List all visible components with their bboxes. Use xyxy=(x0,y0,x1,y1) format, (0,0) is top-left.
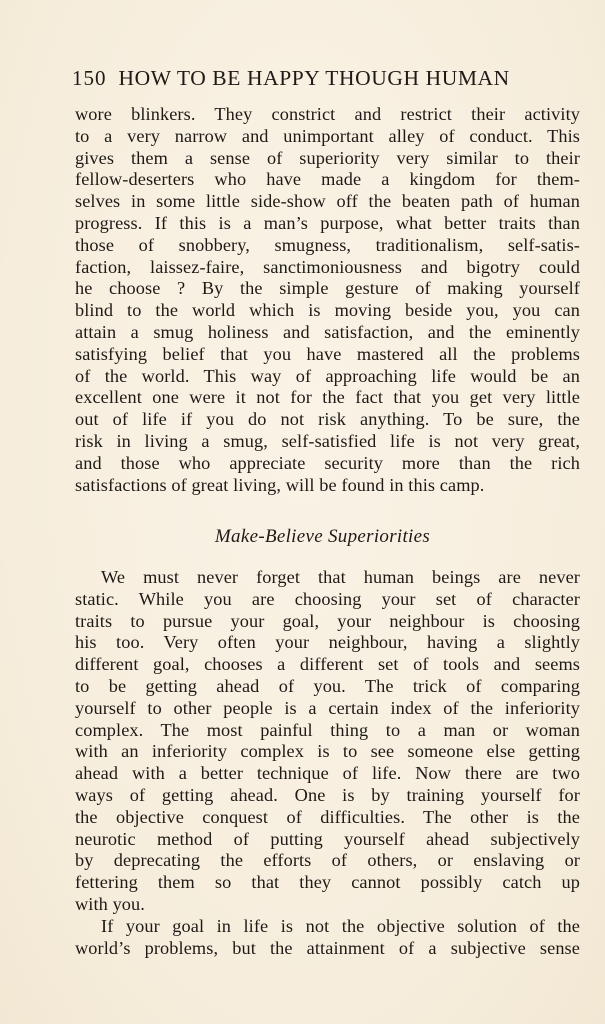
text-line: wore blinkers. They constrict and restrict their activity xyxy=(75,104,580,124)
text-line: If your goal in life is not the objective solution of the xyxy=(101,915,580,936)
text-line: faction, laissez-faire, sanctimoniousness and bigotry could xyxy=(75,256,580,277)
text-line: attain a smug holiness and satisfaction, and the eminently xyxy=(75,321,580,342)
paragraph-section xyxy=(75,567,580,959)
section-heading: Make-Believe Superiorities xyxy=(214,526,431,547)
text-line: traits to pursue your goal, your neighbour is choosing xyxy=(75,610,580,631)
text-line: with an inferiority complex is to see someone else getting xyxy=(75,741,580,762)
text-line: yourself to other people is a certain index of the inferiority xyxy=(75,697,580,718)
running-head: HOW TO BE HAPPY THOUGH HUMAN xyxy=(118,66,510,90)
text-line: the objective conquest of difficulties. The other is the xyxy=(75,806,580,827)
text-line: ahead with a better technique of life. Now there are two xyxy=(75,763,580,784)
text-line: ways of getting ahead. One is by training yourself for xyxy=(75,784,580,805)
text-line: risk in living a smug, self-satisfied life is not very great, xyxy=(75,430,580,451)
page-number: 150 xyxy=(72,66,107,90)
text-line: of the world. This way of approaching life would be an xyxy=(75,365,580,386)
text-line: blind to the world which is moving beside you, you can xyxy=(75,300,580,321)
text-line: satisfactions of great living, will be found in this camp. xyxy=(75,474,485,495)
text-line: to a very narrow and unimportant alley of conduct. This xyxy=(75,125,580,146)
text-line: neurotic method of putting yourself ahead subjectively xyxy=(75,828,580,849)
page-header xyxy=(72,66,580,94)
text-line: by deprecating the efforts of others, or enslaving or xyxy=(75,850,580,871)
text-line: progress. If this is a man’s purpose, what better traits than xyxy=(75,212,580,233)
text-line: his too. Very often your neighbour, having a slightly xyxy=(75,632,580,653)
text-line: excellent one were it not for the fact that you get very little xyxy=(75,387,580,408)
text-line: world’s problems, but the attainment of a subjective sense xyxy=(75,937,580,958)
paragraph-continued xyxy=(75,104,580,496)
text-line: gives them a sense of superiority very similar to their xyxy=(75,147,580,168)
text-line: selves in some little side-show off the beaten path of human xyxy=(75,191,580,212)
text-line: We must never forget that human beings are never xyxy=(101,567,580,587)
text-line: out of life if you do not risk anything. To be sure, the xyxy=(75,409,580,430)
text-line: satisfying belief that you have mastered all the problems xyxy=(75,343,580,364)
text-line: fellow-deserters who have made a kingdom for them- xyxy=(75,169,580,190)
text-line: fettering them so that they cannot possibly catch up xyxy=(75,872,580,893)
text-line: static. While you are choosing your set of character xyxy=(75,588,580,609)
text-line: with you. xyxy=(75,893,145,914)
text-line: complex. The most painful thing to a man or woman xyxy=(75,719,580,740)
text-line: he choose ? By the simple gesture of making yourself xyxy=(75,278,580,299)
text-line: those of snobbery, smugness, traditionalism, self-satis- xyxy=(75,234,580,255)
text-line: to be getting ahead of you. The trick of comparing xyxy=(75,675,580,696)
text-line: different goal, chooses a different set of tools and seems xyxy=(75,654,580,675)
text-line: and those who appreciate security more than the rich xyxy=(75,452,580,473)
